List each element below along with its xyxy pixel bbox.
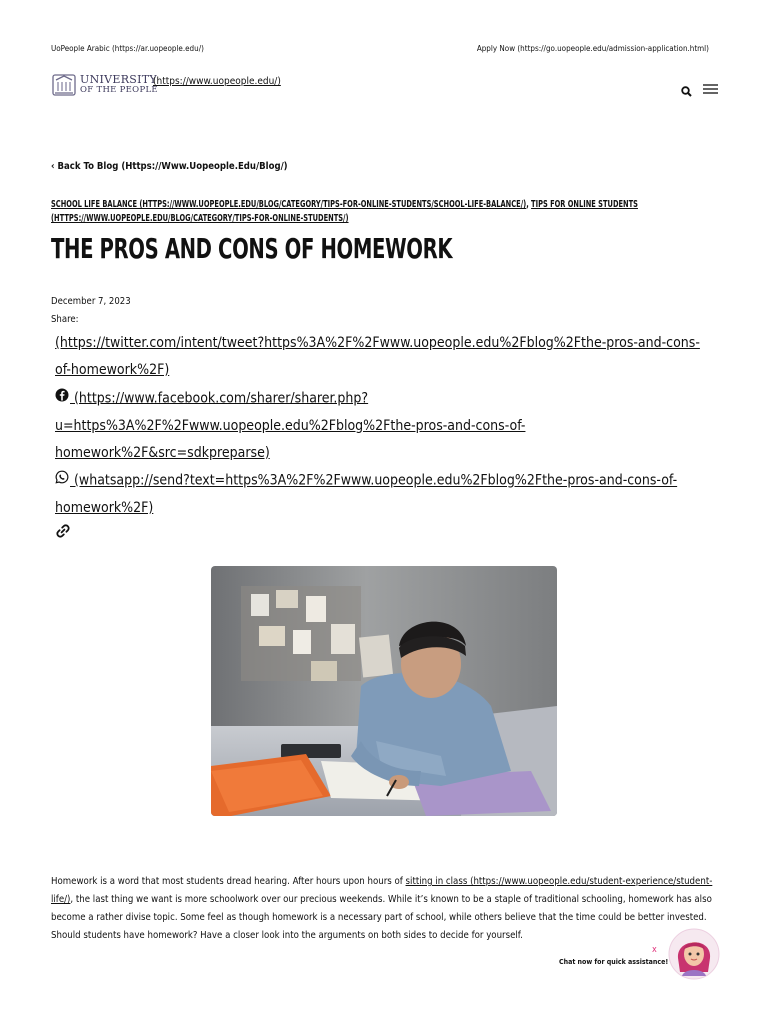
share-label: Share: <box>51 314 79 325</box>
menu-icon[interactable] <box>703 79 718 98</box>
share-twitter-link[interactable]: (https://twitter.com/intent/tweet?https%3A%2F%2Fwww.uopeople.edu%2Fblog%2Fthe-pros-and-cons-of-homework%2F) <box>55 335 700 379</box>
publish-date: December 7, 2023 <box>51 296 131 307</box>
page-title: THE PROS AND CONS OF HOMEWORK <box>51 232 453 265</box>
university-logo[interactable] <box>51 72 158 98</box>
site-header <box>51 70 718 100</box>
category-list <box>51 198 652 226</box>
intro-text-part1: Homework is a word that most students dread hearing. After hours upon hours of <box>51 876 406 887</box>
search-icon[interactable] <box>681 82 692 101</box>
logo-text-line1: UNIVERSITY <box>80 73 157 86</box>
facebook-icon[interactable] <box>55 385 69 412</box>
sitting-in-class-link[interactable]: sitting in class (https://www.uopeople.edu/student-experience/student-life/) <box>51 876 713 905</box>
share-whatsapp-link[interactable]: (whatsapp://send?text=https%3A%2F%2Fwww.uopeople.edu%2Fblog%2Fthe-pros-and-cons-of-homework%2F) <box>55 472 678 517</box>
home-link[interactable]: (https://www.uopeople.edu/) <box>153 76 281 87</box>
top-bar <box>51 44 709 56</box>
back-to-blog-link[interactable]: ‹ Back To Blog (Https://Www.Uopeople.Edu/Blog/) <box>51 161 288 172</box>
hero-image <box>211 566 557 816</box>
chat-prompt-label[interactable]: Chat now for quick assistance! <box>559 958 669 966</box>
chat-close-button[interactable]: x <box>652 945 657 955</box>
article-intro <box>51 873 716 945</box>
chat-avatar-button[interactable] <box>668 928 720 980</box>
apply-now-link[interactable]: Apply Now (https://go.uopeople.edu/admission-application.html) <box>476 44 709 53</box>
whatsapp-icon[interactable] <box>55 467 69 494</box>
logo-text-line2: OF THE PEOPLE <box>80 85 158 95</box>
category-link-tips-online-students[interactable]: TIPS FOR ONLINE STUDENTS (HTTPS://WWW.UOPEOPLE.EDU/BLOG/CATEGORY/TIPS-FOR-ONLINE-STUDENTS/) <box>51 199 638 224</box>
logo-crest-icon <box>51 72 77 98</box>
share-links <box>55 330 705 550</box>
category-separator: , <box>526 199 529 210</box>
link-icon[interactable] <box>55 522 71 549</box>
arabic-site-link[interactable]: UoPeople Arabic (https://ar.uopeople.edu/) <box>51 44 204 53</box>
intro-text-part2: , the last thing we want is more schoolwork over our precious weekends. While it’s known to be a staple of traditional schooling, homework has also become a rather divise topic. Some feel as though homework is a necessary part of school, while others believe that the time could be better invested. Should students have homework? Have a closer look into the arguments on both sides to decide for yourself. <box>51 894 712 941</box>
share-facebook-link[interactable]: (https://www.facebook.com/sharer/sharer.php?u=https%3A%2F%2Fwww.uopeople.edu%2Fblog%2Fthe-pros-and-cons-of-homework%2F&src=sdkpreparse) <box>55 390 526 461</box>
category-link-school-life-balance[interactable]: SCHOOL LIFE BALANCE (HTTPS://WWW.UOPEOPLE.EDU/BLOG/CATEGORY/TIPS-FOR-ONLINE-STUDENTS/SCHOOL-LIFE-BALANCE/) <box>51 199 527 210</box>
